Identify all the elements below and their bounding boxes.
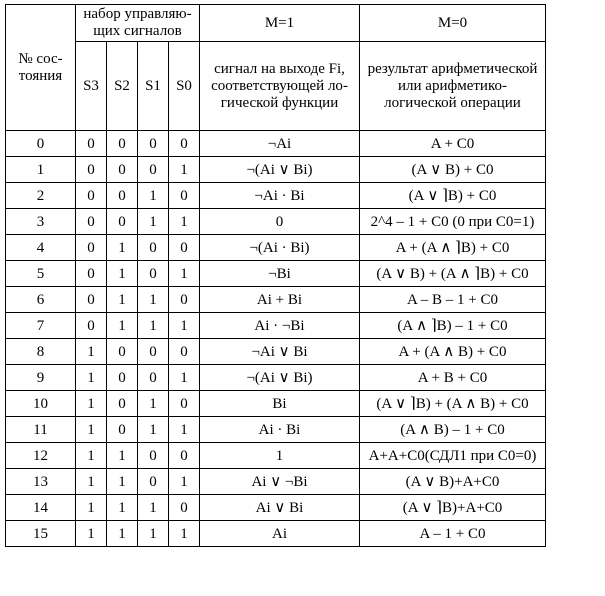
state-number-cell: 11 (6, 417, 76, 443)
signal-s0-cell: 1 (169, 261, 200, 287)
signal-s1-cell: 1 (138, 209, 169, 235)
signal-s3-cell: 0 (76, 131, 107, 157)
signal-s2-cell: 1 (107, 313, 138, 339)
state-number-cell: 0 (6, 131, 76, 157)
logic-function-cell: ¬Ai · Bi (200, 183, 360, 209)
signal-s3-cell: 0 (76, 209, 107, 235)
signal-s2-cell: 0 (107, 157, 138, 183)
table-row (6, 131, 546, 157)
signal-s3-cell: 1 (76, 521, 107, 547)
header-s3: S3 (76, 42, 107, 131)
signal-s1-cell: 1 (138, 521, 169, 547)
signal-s0-cell: 0 (169, 495, 200, 521)
table-row (6, 209, 546, 235)
table-row (6, 365, 546, 391)
state-number-cell: 13 (6, 469, 76, 495)
logic-function-cell: Ai ∨ Bi (200, 495, 360, 521)
table-row (6, 157, 546, 183)
signal-s3-cell: 1 (76, 417, 107, 443)
signal-s1-cell: 1 (138, 313, 169, 339)
signal-s0-cell: 0 (169, 287, 200, 313)
arithmetic-operation-cell: (A ∨ B)+A+C0 (360, 469, 546, 495)
arithmetic-operation-cell: 2^4 – 1 + C0 (0 при C0=1) (360, 209, 546, 235)
signal-s2-cell: 0 (107, 131, 138, 157)
signal-s1-cell: 0 (138, 131, 169, 157)
logic-function-cell: Bi (200, 391, 360, 417)
logic-function-cell: Ai (200, 521, 360, 547)
signal-s0-cell: 0 (169, 391, 200, 417)
signal-s0-cell: 0 (169, 235, 200, 261)
header-control-signals: набор управляющих сигналов (76, 5, 200, 42)
signal-s3-cell: 1 (76, 469, 107, 495)
signal-s1-cell: 1 (138, 391, 169, 417)
arithmetic-operation-cell: A – 1 + C0 (360, 521, 546, 547)
logic-function-cell: 0 (200, 209, 360, 235)
signal-s2-cell: 1 (107, 469, 138, 495)
signal-s1-cell: 0 (138, 235, 169, 261)
header-s1: S1 (138, 42, 169, 131)
state-number-cell: 2 (6, 183, 76, 209)
state-number-cell: 3 (6, 209, 76, 235)
state-number-cell: 5 (6, 261, 76, 287)
signal-s0-cell: 1 (169, 365, 200, 391)
table-row (6, 391, 546, 417)
state-number-cell: 7 (6, 313, 76, 339)
logic-function-cell: ¬(Ai ∨ Bi) (200, 365, 360, 391)
arithmetic-operation-cell: A+A+C0(СДЛ1 при C0=0) (360, 443, 546, 469)
table-row (6, 313, 546, 339)
arithmetic-operation-cell: A – B – 1 + C0 (360, 287, 546, 313)
signal-s3-cell: 0 (76, 183, 107, 209)
header-s2: S2 (107, 42, 138, 131)
arithmetic-operation-cell: (A ∨ B) + (A ∧ ⌉B) + C0 (360, 261, 546, 287)
state-number-cell: 8 (6, 339, 76, 365)
signal-s0-cell: 1 (169, 157, 200, 183)
table-row (6, 521, 546, 547)
signal-s3-cell: 1 (76, 495, 107, 521)
logic-function-cell: Ai + Bi (200, 287, 360, 313)
logic-function-cell: ¬(Ai ∨ Bi) (200, 157, 360, 183)
arithmetic-operation-cell: A + (A ∧ ⌉B) + C0 (360, 235, 546, 261)
signal-s1-cell: 1 (138, 417, 169, 443)
table-row (6, 339, 546, 365)
arithmetic-operation-cell: (A ∧ ⌉B) – 1 + C0 (360, 313, 546, 339)
signal-s1-cell: 0 (138, 469, 169, 495)
arithmetic-operation-cell: (A ∨ B) + C0 (360, 157, 546, 183)
header-m0: M=0 (360, 5, 546, 42)
signal-s3-cell: 1 (76, 365, 107, 391)
table-row (6, 495, 546, 521)
signal-s3-cell: 1 (76, 443, 107, 469)
signal-s0-cell: 1 (169, 521, 200, 547)
logic-function-cell: ¬Bi (200, 261, 360, 287)
arithmetic-operation-cell: (A ∨ ⌉B) + C0 (360, 183, 546, 209)
arithmetic-operation-cell: (A ∨ ⌉B) + (A ∧ B) + C0 (360, 391, 546, 417)
table-row (6, 469, 546, 495)
signal-s2-cell: 1 (107, 521, 138, 547)
signal-s1-cell: 0 (138, 339, 169, 365)
arithmetic-operation-cell: A + (A ∧ B) + C0 (360, 339, 546, 365)
signal-s1-cell: 0 (138, 443, 169, 469)
state-number-cell: 4 (6, 235, 76, 261)
signal-s0-cell: 0 (169, 183, 200, 209)
arithmetic-operation-cell: A + C0 (360, 131, 546, 157)
table-row (6, 443, 546, 469)
header-s0: S0 (169, 42, 200, 131)
signal-s1-cell: 0 (138, 365, 169, 391)
table-row (6, 287, 546, 313)
signal-s0-cell: 1 (169, 313, 200, 339)
signal-s2-cell: 0 (107, 339, 138, 365)
logic-function-cell: Ai · ¬Bi (200, 313, 360, 339)
header-state-number: № состояния (6, 5, 76, 131)
table-row (6, 261, 546, 287)
logic-function-cell: ¬Ai (200, 131, 360, 157)
logic-function-cell: Ai · Bi (200, 417, 360, 443)
logic-function-cell: ¬Ai ∨ Bi (200, 339, 360, 365)
signal-s2-cell: 0 (107, 417, 138, 443)
state-number-cell: 9 (6, 365, 76, 391)
state-number-cell: 6 (6, 287, 76, 313)
signal-s0-cell: 0 (169, 443, 200, 469)
signal-s2-cell: 1 (107, 495, 138, 521)
signal-s0-cell: 0 (169, 131, 200, 157)
signal-s1-cell: 1 (138, 287, 169, 313)
signal-s3-cell: 1 (76, 339, 107, 365)
signal-s1-cell: 0 (138, 261, 169, 287)
signal-s3-cell: 0 (76, 313, 107, 339)
logic-function-cell: 1 (200, 443, 360, 469)
state-number-cell: 15 (6, 521, 76, 547)
state-number-cell: 1 (6, 157, 76, 183)
arithmetic-operation-cell: (A ∨ ⌉B)+A+C0 (360, 495, 546, 521)
signal-s1-cell: 1 (138, 183, 169, 209)
signal-s2-cell: 0 (107, 183, 138, 209)
header-m1: M=1 (200, 5, 360, 42)
state-number-cell: 14 (6, 495, 76, 521)
signal-s2-cell: 1 (107, 235, 138, 261)
arithmetic-operation-cell: A + B + C0 (360, 365, 546, 391)
alu-function-table (5, 4, 546, 547)
signal-s3-cell: 1 (76, 391, 107, 417)
signal-s3-cell: 0 (76, 157, 107, 183)
signal-s3-cell: 0 (76, 261, 107, 287)
signal-s0-cell: 1 (169, 417, 200, 443)
signal-s2-cell: 1 (107, 287, 138, 313)
signal-s0-cell: 0 (169, 339, 200, 365)
header-m0-description: результат арифметической или арифметико-логической операции (360, 42, 546, 131)
state-number-cell: 10 (6, 391, 76, 417)
table-row (6, 417, 546, 443)
signal-s1-cell: 0 (138, 157, 169, 183)
arithmetic-operation-cell: (A ∧ B) – 1 + C0 (360, 417, 546, 443)
state-number-cell: 12 (6, 443, 76, 469)
signal-s1-cell: 1 (138, 495, 169, 521)
table-row (6, 183, 546, 209)
logic-function-cell: ¬(Ai · Bi) (200, 235, 360, 261)
signal-s3-cell: 0 (76, 287, 107, 313)
header-m1-description: сигнал на выходе Fi, соответствующей логической функции (200, 42, 360, 131)
table-row (6, 235, 546, 261)
signal-s2-cell: 1 (107, 261, 138, 287)
signal-s2-cell: 0 (107, 209, 138, 235)
logic-function-cell: Ai ∨ ¬Bi (200, 469, 360, 495)
table-container (5, 4, 546, 547)
signal-s2-cell: 1 (107, 443, 138, 469)
table-body (6, 131, 546, 547)
signal-s2-cell: 0 (107, 365, 138, 391)
signal-s0-cell: 1 (169, 209, 200, 235)
signal-s2-cell: 0 (107, 391, 138, 417)
signal-s0-cell: 1 (169, 469, 200, 495)
signal-s3-cell: 0 (76, 235, 107, 261)
